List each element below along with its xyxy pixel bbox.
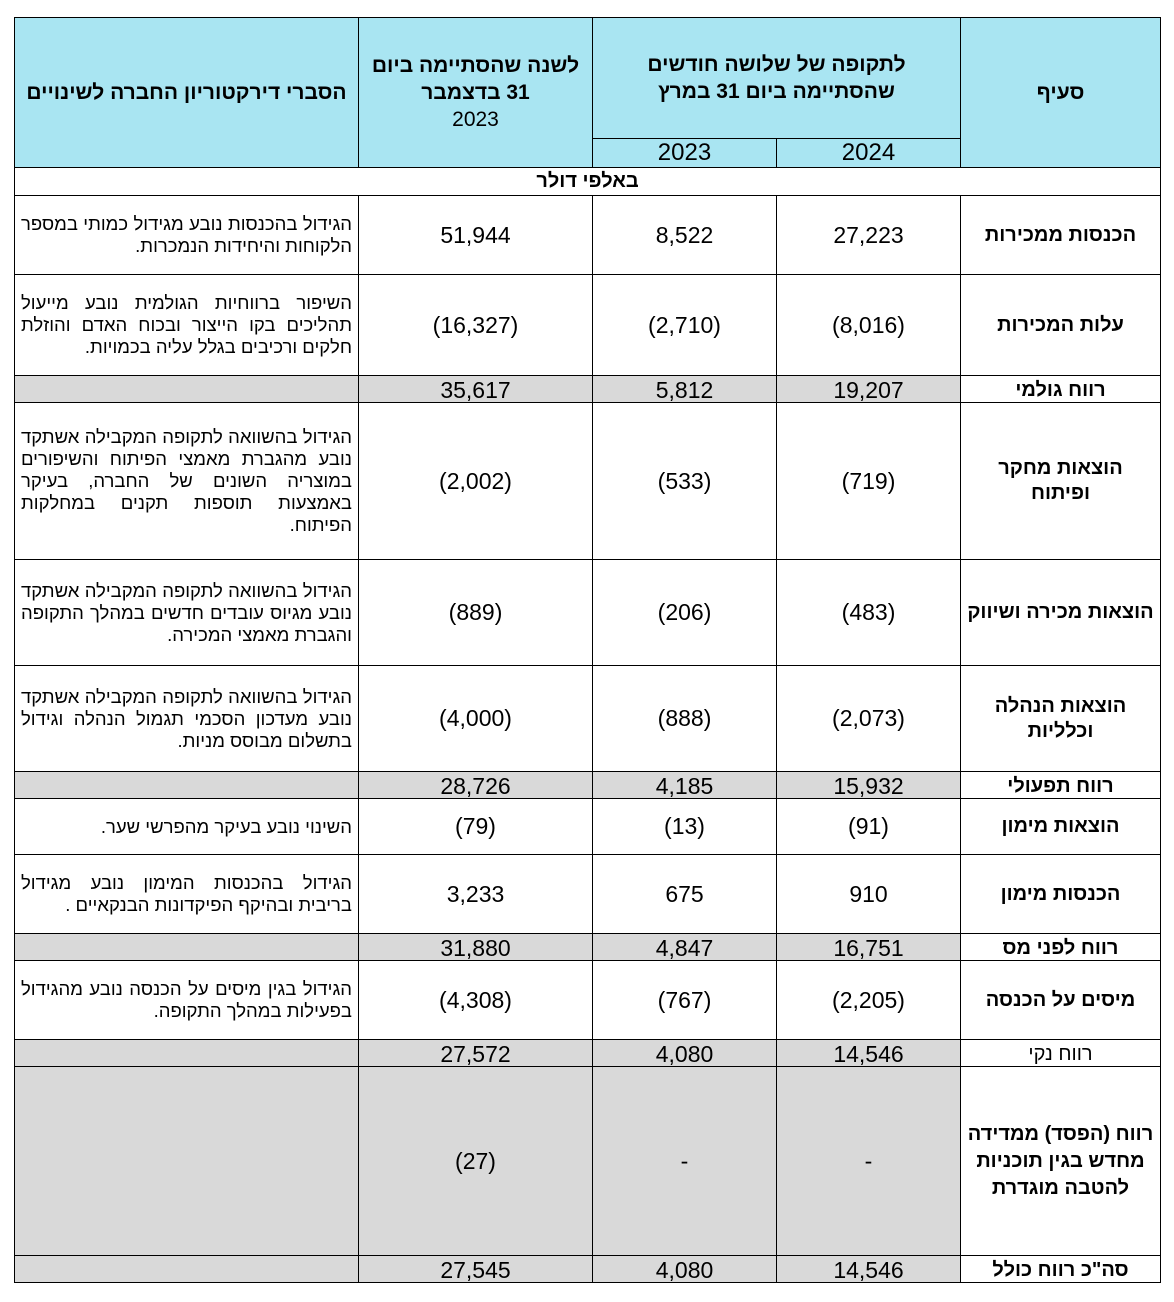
row-explanation: השינוי נובע בעיקר מהפרשי שער.: [15, 799, 359, 855]
row-q2023: (767): [593, 961, 777, 1040]
row-q2024: (2,205): [777, 961, 961, 1040]
row-item: רווח גולמי: [961, 376, 1161, 403]
row-explanation: [15, 1067, 359, 1256]
units-row: באלפי דולר: [15, 168, 1161, 196]
row-fy2023: 31,880: [359, 934, 593, 961]
financial-results-table: [14, 17, 1161, 1283]
row-fy2023: (889): [359, 560, 593, 666]
header-quarter-period: לתקופה של שלושה חודשים שהסתיימה ביום 31 במרץ: [593, 18, 961, 139]
row-explanation: הגידול בהכנסות נובע מגידול כמותי במספר הלקוחות והיחידות הנמכרות.: [15, 196, 359, 275]
row-fy2023: (16,327): [359, 275, 593, 376]
row-q2024: (91): [777, 799, 961, 855]
row-q2023: 4,185: [593, 772, 777, 799]
row-fy2023: 3,233: [359, 855, 593, 934]
row-q2024: -: [777, 1067, 961, 1256]
row-q2023: 4,847: [593, 934, 777, 961]
row-item: הוצאות הנהלה וכלליות: [961, 666, 1161, 772]
row-q2023: 4,080: [593, 1256, 777, 1283]
row-fy2023: (4,308): [359, 961, 593, 1040]
row-q2024: 16,751: [777, 934, 961, 961]
row-q2023: (13): [593, 799, 777, 855]
table-row: [15, 961, 1161, 1040]
table-row: [15, 934, 1161, 961]
header-year-2024: 2024: [777, 139, 961, 168]
row-explanation: הגידול בגין מיסים על הכנסה נובע מהגידול בפעילות במהלך התקופה.: [15, 961, 359, 1040]
table-row: [15, 403, 1161, 560]
row-q2023: (206): [593, 560, 777, 666]
row-item: הוצאות מחקר ופיתוח: [961, 403, 1161, 560]
table-row: [15, 1256, 1161, 1283]
row-explanation: [15, 934, 359, 961]
row-fy2023: (4,000): [359, 666, 593, 772]
row-q2023: (2,710): [593, 275, 777, 376]
row-item: הכנסות ממכירות: [961, 196, 1161, 275]
header-explanations: הסברי דירקטוריון החברה לשינויים: [15, 18, 359, 168]
table-row: [15, 772, 1161, 799]
header-annual-label: לשנה שהסתיימה ביום 31 בדצמבר: [371, 54, 580, 104]
row-q2023: 5,812: [593, 376, 777, 403]
row-q2024: 27,223: [777, 196, 961, 275]
row-explanation: [15, 772, 359, 799]
table-row: [15, 376, 1161, 403]
header-annual-year: 2023: [452, 108, 499, 131]
row-q2023: 675: [593, 855, 777, 934]
row-item: מיסים על הכנסה: [961, 961, 1161, 1040]
row-fy2023: (2,002): [359, 403, 593, 560]
row-item: עלות המכירות: [961, 275, 1161, 376]
row-fy2023: (27): [359, 1067, 593, 1256]
row-q2024: (719): [777, 403, 961, 560]
row-q2023: -: [593, 1067, 777, 1256]
row-q2024: (2,073): [777, 666, 961, 772]
table-row: [15, 855, 1161, 934]
row-q2024: 14,546: [777, 1256, 961, 1283]
row-fy2023: 35,617: [359, 376, 593, 403]
row-explanation: הגידול בהכנסות המימון נובע מגידול בריבית ובהיקף הפיקדונות הבנקאיים .: [15, 855, 359, 934]
row-q2024: 19,207: [777, 376, 961, 403]
row-item: הוצאות מימון: [961, 799, 1161, 855]
row-item: רווח לפני מס: [961, 934, 1161, 961]
row-explanation: הגידול בהשוואה לתקופה המקבילה אשתקד נובע מהגברת מאמצי הפיתוח והשיפורים במוצריה השונים של החברה, בעיקר באמצעות תוספות תקנים במחלקות הפיתוח.: [15, 403, 359, 560]
row-fy2023: 27,572: [359, 1040, 593, 1067]
row-explanation: הגידול בהשוואה לתקופה המקבילה אשתקד נובע מעדכון הסכמי תגמול הנהלה וגידול בתשלום מבוסס מניות.: [15, 666, 359, 772]
row-fy2023: (79): [359, 799, 593, 855]
table-row: [15, 560, 1161, 666]
row-fy2023: 51,944: [359, 196, 593, 275]
table-row: [15, 275, 1161, 376]
table-row: [15, 196, 1161, 275]
row-explanation: [15, 1256, 359, 1283]
row-q2024: 910: [777, 855, 961, 934]
row-q2023: 8,522: [593, 196, 777, 275]
row-fy2023: 27,545: [359, 1256, 593, 1283]
row-item: הכנסות מימון: [961, 855, 1161, 934]
row-q2023: (533): [593, 403, 777, 560]
row-item: סה"כ רווח כולל: [961, 1256, 1161, 1283]
row-explanation: [15, 376, 359, 403]
row-item: רווח תפעולי: [961, 772, 1161, 799]
row-q2023: 4,080: [593, 1040, 777, 1067]
table-row: [15, 1040, 1161, 1067]
table-row: [15, 1067, 1161, 1256]
row-q2024: (483): [777, 560, 961, 666]
header-year-2023: 2023: [593, 139, 777, 168]
row-item: הוצאות מכירה ושיווק: [961, 560, 1161, 666]
row-explanation: [15, 1040, 359, 1067]
table-row: [15, 666, 1161, 772]
row-q2024: 15,932: [777, 772, 961, 799]
table-row: [15, 799, 1161, 855]
row-q2024: (8,016): [777, 275, 961, 376]
header-item: סעיף: [961, 18, 1161, 168]
header-annual-period: [359, 18, 593, 168]
row-explanation: הגידול בהשוואה לתקופה המקבילה אשתקד נובע מגיוס עובדים חדשים במהלך התקופה והגברת מאמצי המכירה.: [15, 560, 359, 666]
row-q2024: 14,546: [777, 1040, 961, 1067]
row-item: רווח נקי: [961, 1040, 1161, 1067]
row-q2023: (888): [593, 666, 777, 772]
row-item: רווח (הפסד) ממדידה מחדש בגין תוכניות להטבה מוגדרת: [961, 1067, 1161, 1256]
row-explanation: השיפור ברווחיות הגולמית נובע מייעול תהליכים בקו הייצור ובכוח האדם והוזלת חלקים ורכיבים בגלל עליה בכמויות.: [15, 275, 359, 376]
row-fy2023: 28,726: [359, 772, 593, 799]
